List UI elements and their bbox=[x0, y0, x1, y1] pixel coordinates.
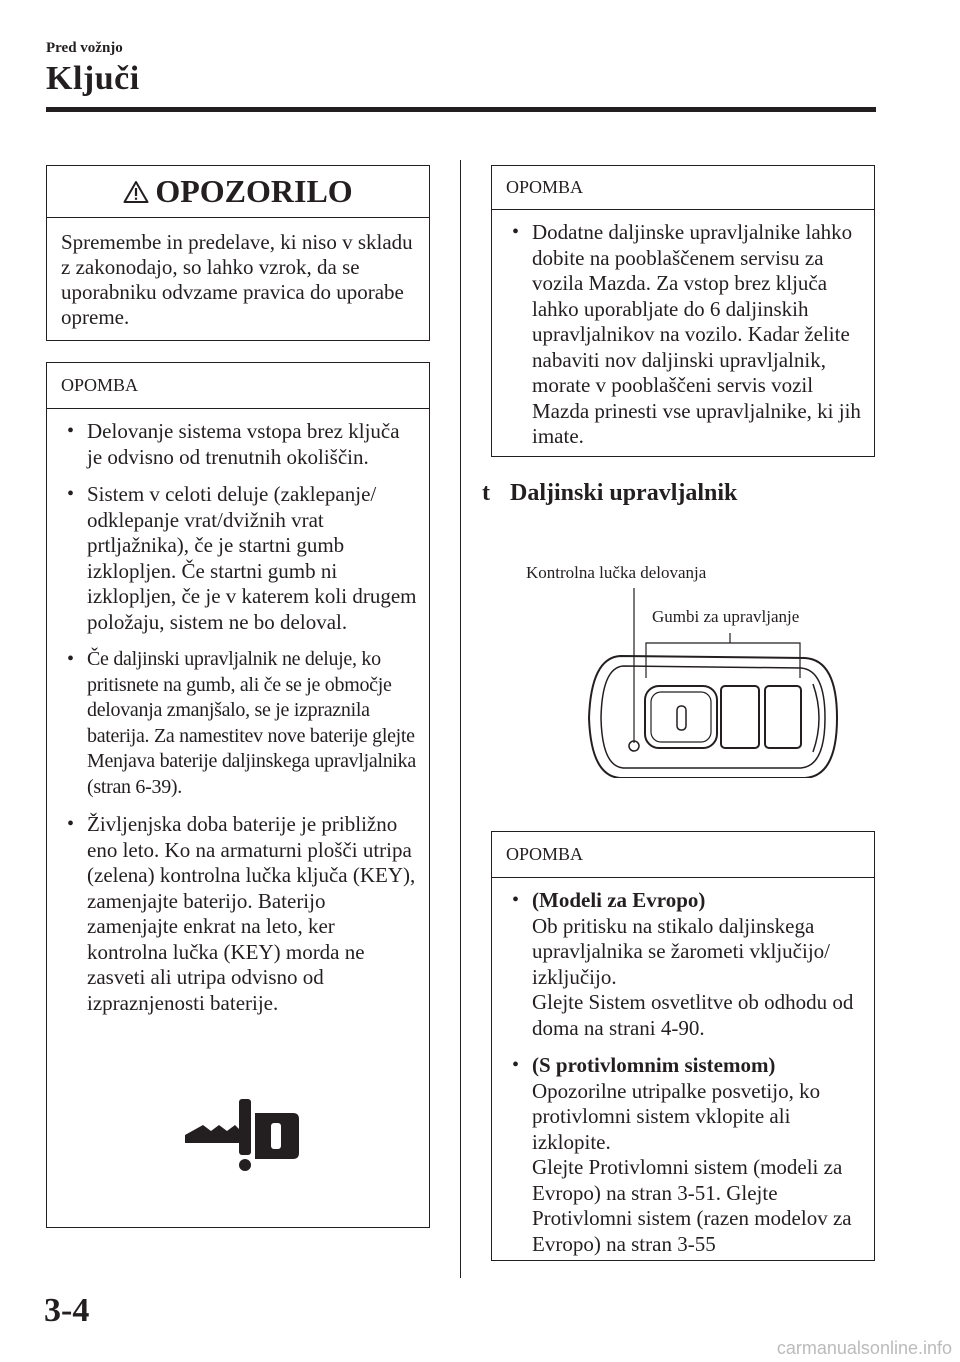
key-warning-indicator-icon bbox=[183, 1095, 303, 1181]
note-item-text: Ob pritisku na stikalo daljinskega upravljalnika se žarometi vključijo/ izključijo. bbox=[532, 913, 830, 989]
note-item-heading: • (S protivlomnim sistemom) bbox=[532, 1053, 776, 1077]
note-title: OPOMBA bbox=[47, 363, 429, 409]
label-buttons: Gumbi za upravljanje bbox=[652, 607, 800, 626]
remote-key-illustration bbox=[575, 588, 875, 778]
note-title: OPOMBA bbox=[492, 832, 874, 878]
note-item-ref: Glejte Protivlomni sistem (modeli za Evropo) na stran 3-51. Glejte Protivlomni sistem (razen modelov za Evropo) na stran 3-55 bbox=[532, 1155, 852, 1256]
note-box-3 bbox=[491, 831, 875, 1261]
warning-title: OPOZORILO bbox=[155, 173, 353, 209]
note-item: • Delovanje sistema vstopa brez ključa je odvisno od trenutnih okoliščin. bbox=[61, 419, 417, 470]
note-item: • Dodatne daljinske upravljalnike lahko dobite na pooblaščenem servisu za vozila Mazda. Za vstop brez ključa lahko uporabljate do 6 daljinskih upravljalnikov na vozilo. Kadar želite nabaviti nov daljinski upravljalnik, morate v pooblaščeni servis vozil Mazda prinesti vse upravljalnike, ki jih imate. bbox=[506, 220, 862, 450]
note-title: OPOMBA bbox=[492, 166, 874, 210]
note-item bbox=[506, 888, 862, 1041]
note-body bbox=[492, 878, 874, 1277]
note-box-1 bbox=[46, 362, 430, 1228]
warning-triangle-icon bbox=[123, 180, 149, 204]
note-item-text: Opozorilne utripalke posvetijo, ko protivlomni sistem vklopite ali izklopite. bbox=[532, 1078, 821, 1154]
note-item-ref: Glejte Sistem osvetlitve ob odhodu od doma na strani 4-90. bbox=[532, 990, 854, 1040]
footer-watermark: carmanualsonline.info bbox=[776, 1338, 952, 1358]
title-rule bbox=[46, 107, 876, 112]
note-item-heading: • (Modeli za Evropo) bbox=[532, 888, 706, 912]
page-number: 3-4 bbox=[44, 1292, 90, 1329]
warning-header bbox=[47, 166, 429, 218]
label-indicator: Kontrolna lučka delovanja bbox=[526, 563, 707, 582]
warning-text: Spremembe in predelave, ki niso v skladu z zakonodajo, so lahko vzrok, da se uporabniku odvzame pravica do uporabe opreme. bbox=[61, 230, 413, 329]
warning-box bbox=[46, 165, 430, 341]
note-item: • Če daljinski upravljalnik ne deluje, ko pritisnete na gumb, ali če se je območje delovanja zmanjšalo, se je izpraznila baterija. Za namestitev nove baterije glejte Menjava baterije daljinskega upravljalnika (stran 6-39). bbox=[61, 647, 417, 800]
page-title: Ključi bbox=[46, 60, 140, 97]
note-item: • Sistem v celoti deluje (zaklepanje/ odklepanje vrat/dvižnih vrat prtljažnika), če je startni gumb izklopljen. Če startni gumb ni izklopljen, če je v katerem koli drugem položaju, sistem ne bo deloval. bbox=[61, 482, 417, 635]
note-box-2 bbox=[491, 165, 875, 457]
note-body bbox=[47, 409, 429, 1036]
section-heading bbox=[482, 480, 737, 507]
column-divider bbox=[460, 160, 461, 1278]
section-label: Pred vožnjo bbox=[46, 40, 123, 56]
heading-text: Daljinski upravljalnik bbox=[510, 480, 738, 506]
note-item bbox=[506, 1053, 862, 1257]
heading-marker: t bbox=[482, 480, 490, 506]
note-item: • Življenjska doba baterije je približno eno leto. Ko na armaturni plošči utripa (zelena) kontrolna lučka ključa (KEY), zamenjajte baterijo. Baterijo zamenjajte enkrat na leto, ker kontrolna lučka (KEY) morda ne zasveti ali utripa odvisno od izpraznjenosti baterije. bbox=[61, 812, 417, 1016]
note-body bbox=[492, 210, 874, 470]
